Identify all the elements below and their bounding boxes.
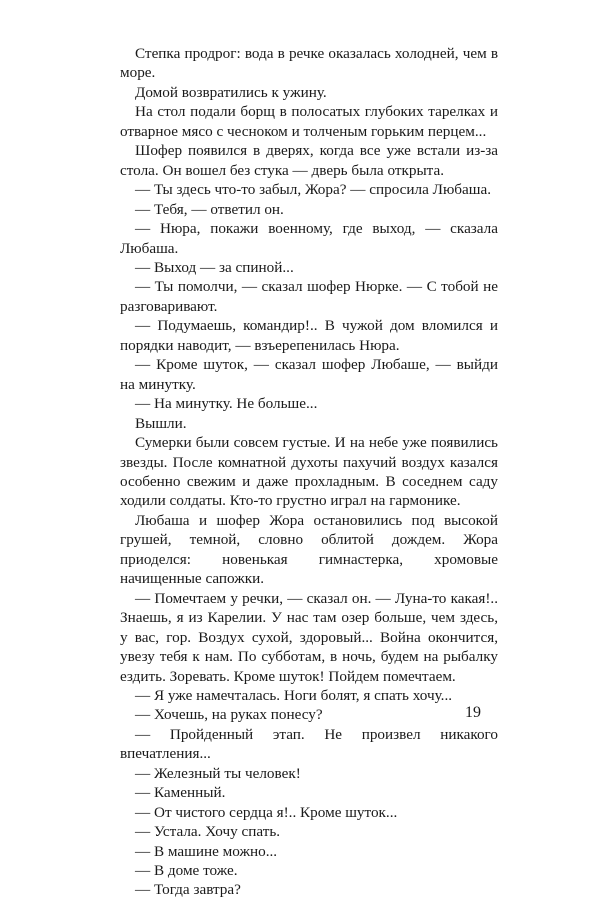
dialogue-line: — Кроме шуток, — сказал шофер Любаше, — выйди на минутку. bbox=[120, 356, 498, 393]
dialogue-line: — Тебя, — ответил он. bbox=[135, 200, 284, 218]
dialogue-line: — Я уже намечталась. Ноги болят, я спать хочу... bbox=[135, 686, 453, 704]
paragraph: Шофер появился в дверях, когда все уже встали из-за стола. Он вошел без стука — дверь была открыта. bbox=[120, 142, 498, 179]
dialogue-line: — Каменный. bbox=[135, 784, 226, 802]
paragraph: Любаша и шофер Жора остановились под высокой грушей, темной, словно облитой дождем. Жора приоделся: новенькая гимнастерка, хромовые начищенные сапожки. bbox=[120, 511, 498, 588]
paragraph: На стол подали борщ в полосатых глубоких тарелках и отварное мясо с чесноком и толченым горьким перцем... bbox=[120, 103, 498, 140]
paragraph: Вышли. bbox=[135, 414, 187, 432]
dialogue-line: — В машине можно... bbox=[135, 842, 278, 860]
dialogue-line: — Тогда завтра? bbox=[135, 881, 241, 899]
dialogue-line: — Подумаешь, командир!.. В чужой дом вломился и порядки наводит, — взъерепенилась Нюра. bbox=[120, 317, 498, 354]
page-number: 19 bbox=[465, 704, 481, 721]
dialogue-line: — На минутку. Не больше... bbox=[135, 395, 318, 413]
dialogue-line: — Ты здесь что-то забыл, Жора? — спросила Любаша. bbox=[135, 181, 491, 199]
paragraph: Сумерки были совсем густые. И на небе уже появились звезды. После комнатной духоты пахучий воздух казался особенно свежим и даже прохладным. В соседнем саду ходили солдаты. Кто-то грустно играл на гармонике. bbox=[120, 434, 498, 510]
dialogue-line: — Пройденный этап. Не произвел никакого впечатления... bbox=[120, 725, 498, 763]
dialogue-line: — Устала. Хочу спать. bbox=[135, 823, 281, 841]
dialogue-line: — Ты помолчи, — сказал шофер Нюрке. — С тобой не разговаривают. bbox=[120, 278, 498, 315]
dialogue-line: — Нюра, покажи военному, где выход, — сказала Любаша. bbox=[120, 220, 498, 257]
dialogue-line: — Хочешь, на руках понесу? bbox=[135, 706, 323, 724]
dialogue-line: — Железный ты человек! bbox=[135, 764, 301, 782]
paragraph: Домой возвратились к ужину. bbox=[135, 83, 327, 101]
paragraph: Степка продрог: вода в речке оказалась холодней, чем в море. bbox=[120, 45, 498, 82]
body-text bbox=[120, 44, 498, 900]
dialogue-line: — Помечтаем у речки, — сказал он. — Луна-то какая!.. Знаешь, я из Карелии. У нас там озер больше, чем здесь, у вас, гор. Воздух сухой, здоровый... Война окончится, увезу тебя к нам. По субботам, в ночь, будем на рыбалку ездить. Зоревать. Кроме шуток! Пойдем помечтаем. bbox=[120, 589, 498, 685]
dialogue-line: — От чистого сердца я!.. Кроме шуток... bbox=[135, 803, 398, 821]
dialogue-line: — Выход — за спиной... bbox=[135, 258, 294, 276]
dialogue-line: — В доме тоже. bbox=[135, 862, 238, 880]
